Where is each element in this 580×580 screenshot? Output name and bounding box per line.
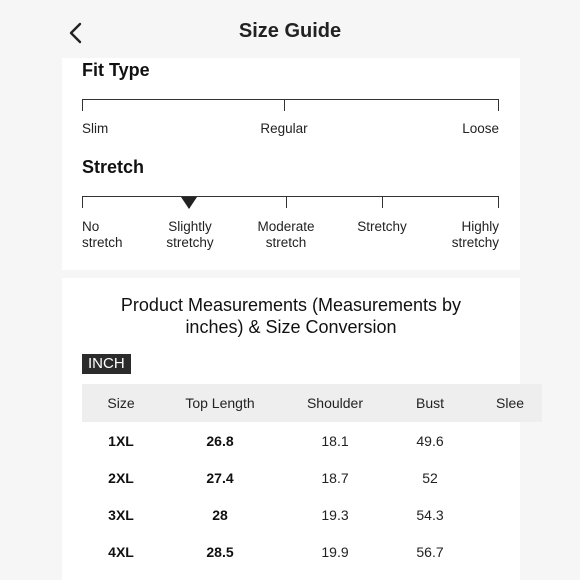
table-row [82, 422, 542, 459]
table-row [82, 459, 542, 496]
header-size: Size [107, 395, 135, 411]
cell-top-length: 27.4 [206, 469, 234, 486]
cell-shoulder: 19.3 [321, 506, 349, 523]
cell-shoulder: 18.7 [321, 469, 349, 486]
cell-shoulder: 19.9 [321, 543, 349, 560]
stretch-tick [286, 196, 287, 208]
cell-bust: 56.7 [416, 543, 444, 560]
header-bust: Bust [415, 395, 444, 411]
stretch-tick [498, 196, 499, 208]
fit-label-loose: Loose [462, 121, 499, 136]
header-bar [0, 0, 580, 58]
cell-bust: 52 [422, 469, 438, 486]
cell-size: 1XL [108, 432, 134, 449]
fit-tick [82, 99, 83, 111]
stretch-scale [82, 196, 499, 197]
stretch-label-no-stretch: No stretch [82, 219, 123, 250]
cell-top-length: 28.5 [206, 543, 234, 560]
cell-bust: 54.3 [416, 506, 444, 523]
fit-stretch-card [62, 58, 520, 270]
measurements-card [62, 278, 525, 580]
fit-type-title: Fit Type [82, 60, 150, 80]
stretch-label-stretchy: Stretchy [357, 219, 407, 234]
fit-label-regular: Regular [260, 121, 308, 136]
cell-top-length: 28 [212, 506, 228, 523]
fit-type-scale [82, 99, 499, 100]
stretch-tick [82, 196, 83, 208]
unit-badge[interactable]: INCH [82, 354, 131, 374]
header-shoulder: Shoulder [306, 395, 364, 411]
cell-shoulder: 18.1 [321, 432, 349, 449]
stretch-selected-marker [181, 197, 197, 209]
stretch-label-slightly-stretchy: Slightly stretchy [166, 219, 214, 250]
table-header-row [82, 384, 542, 422]
fit-tick [498, 99, 499, 111]
page-title: Size Guide [238, 20, 342, 42]
cell-top-length: 26.8 [206, 432, 234, 449]
size-table [82, 384, 542, 570]
stretch-label-highly-stretchy: Highly stretchy [451, 219, 499, 250]
cell-size: 2XL [108, 469, 134, 486]
fit-label-slim: Slim [82, 121, 109, 136]
stretch-title: Stretch [82, 157, 145, 177]
cell-size: 4XL [108, 543, 134, 560]
table-row [82, 533, 542, 570]
stretch-tick [382, 196, 383, 208]
measurements-title: Product Measurements (Measurements by inches) & Size Conversion [120, 295, 462, 337]
header-top-length: Top Length [185, 395, 255, 411]
fit-tick [284, 99, 285, 111]
table-row [82, 496, 542, 533]
header-sleeve: Slee [496, 395, 525, 411]
stretch-label-moderate-stretch: Moderate stretch [257, 219, 315, 250]
cell-size: 3XL [108, 506, 134, 523]
cell-bust: 49.6 [416, 432, 444, 449]
